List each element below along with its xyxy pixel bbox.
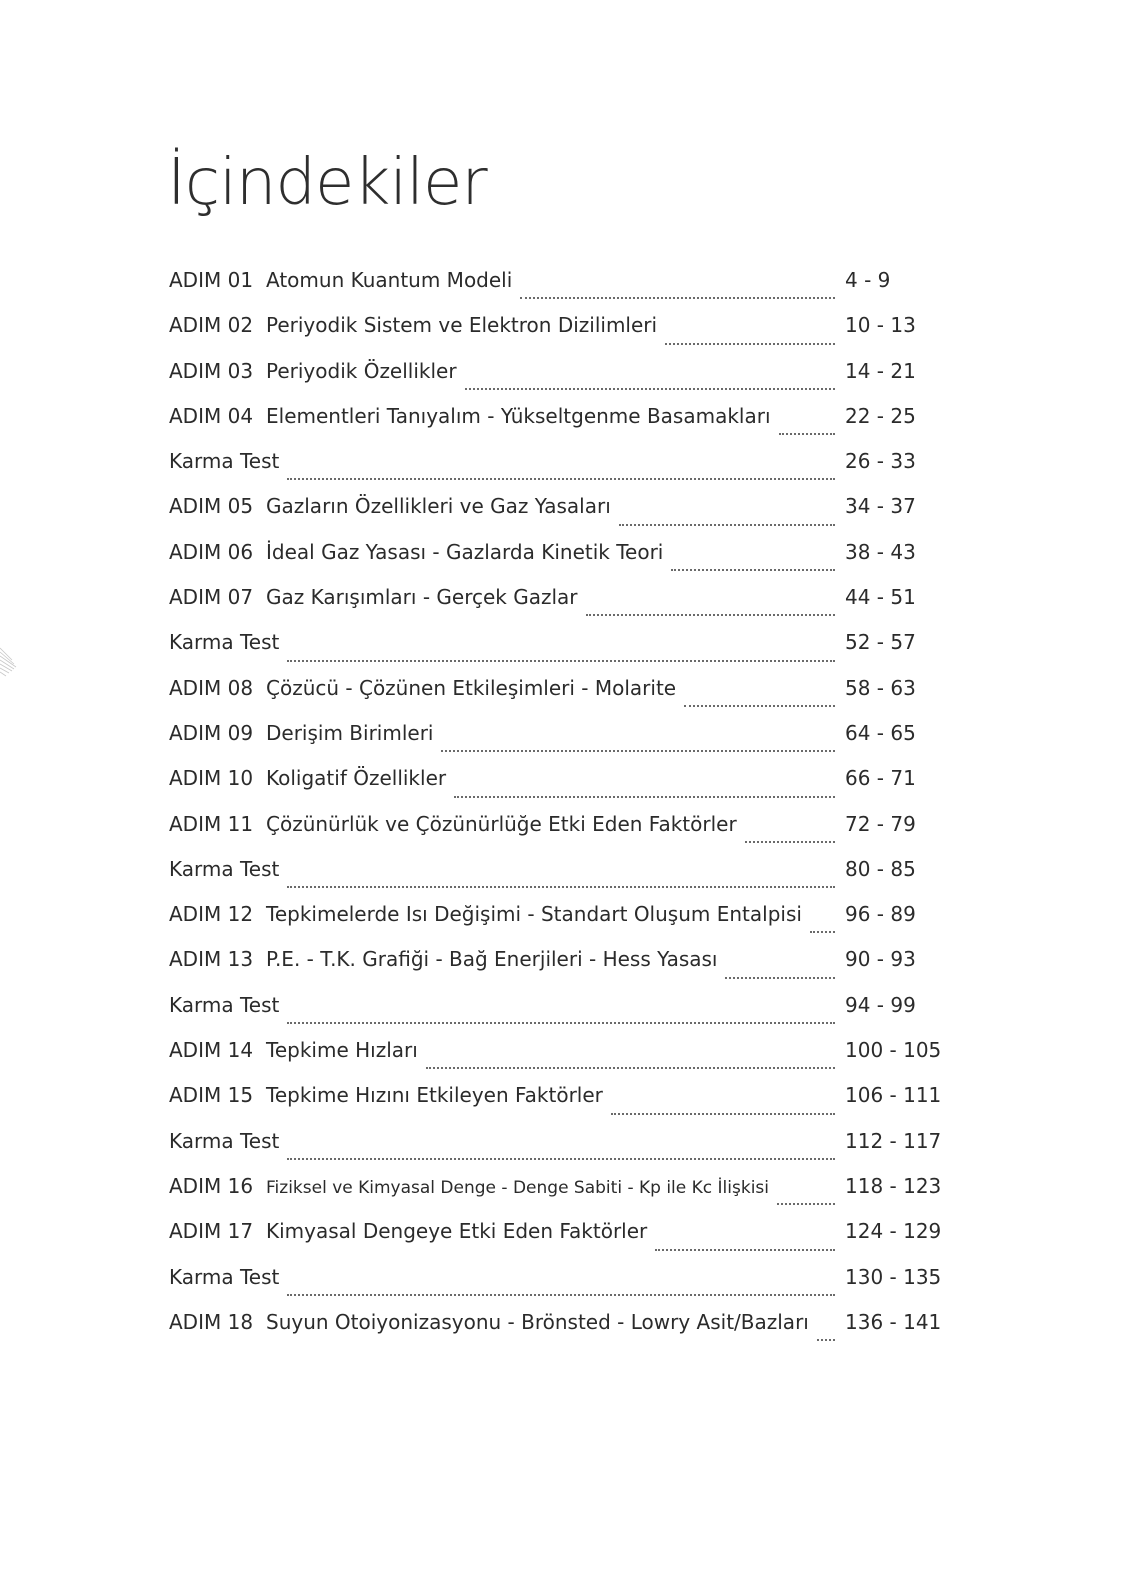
toc-entry <box>169 812 949 857</box>
toc-step-number: ADIM 11 <box>169 811 254 836</box>
toc-entry-title: Çözücü - Çözünen Etkileşimleri - Molarite <box>266 675 677 700</box>
toc-step-number: ADIM 04 <box>169 403 254 428</box>
toc-dot-leader <box>817 1339 835 1341</box>
toc-page-range: 10 - 13 <box>845 313 916 338</box>
toc-page-range: 22 - 25 <box>845 403 916 428</box>
toc-dot-leader <box>745 841 835 843</box>
toc-dot-leader <box>665 343 835 345</box>
toc-page-range: 106 - 111 <box>845 1083 942 1108</box>
toc-entry <box>169 947 949 992</box>
toc-page-range: 118 - 123 <box>845 1173 942 1198</box>
toc-step-number: ADIM 03 <box>169 358 254 383</box>
toc-dot-leader <box>287 886 835 888</box>
toc-entry <box>169 902 949 947</box>
table-of-contents <box>169 268 949 1355</box>
toc-page-range: 64 - 65 <box>845 720 916 745</box>
toc-entry <box>169 1310 949 1355</box>
toc-entry <box>169 1265 949 1310</box>
toc-entry-title: Koligatif Özellikler <box>266 766 447 791</box>
toc-entry-title: Karma Test <box>169 630 280 655</box>
toc-entry <box>169 630 949 675</box>
toc-entry <box>169 1129 949 1174</box>
toc-entry-title: Karma Test <box>169 1128 280 1153</box>
toc-entry-title: Suyun Otoiyonizasyonu - Brönsted - Lowry Asit/Bazları <box>266 1309 809 1334</box>
toc-entry <box>169 404 949 449</box>
toc-entry-title: Periyodik Özellikler <box>266 358 457 383</box>
toc-page-range: 66 - 71 <box>845 766 916 791</box>
toc-entry-title: Atomun Kuantum Modeli <box>266 268 513 292</box>
toc-page-range: 124 - 129 <box>845 1219 942 1244</box>
toc-dot-leader <box>287 478 835 480</box>
toc-dot-leader <box>779 433 835 435</box>
toc-entry-title: Elementleri Tanıyalım - Yükseltgenme Basamakları <box>266 403 771 428</box>
toc-dot-leader <box>287 1294 835 1296</box>
toc-step-number: ADIM 01 <box>169 268 254 292</box>
toc-step-number: ADIM 18 <box>169 1309 254 1334</box>
toc-dot-leader <box>684 705 835 707</box>
toc-entry-title: Tepkime Hızını Etkileyen Faktörler <box>266 1083 603 1108</box>
toc-page-range: 26 - 33 <box>845 449 916 474</box>
toc-entry-title: Çözünürlük ve Çözünürlüğe Etki Eden Faktörler <box>266 811 737 836</box>
toc-entry <box>169 1038 949 1083</box>
toc-entry <box>169 1219 949 1264</box>
toc-entry-title: Fiziksel ve Kimyasal Denge - Denge Sabiti - Kp ile Kc İlişkisi <box>266 1177 769 1198</box>
toc-dot-leader <box>426 1067 835 1069</box>
toc-entry-title: İdeal Gaz Yasası - Gazlarda Kinetik Teori <box>266 539 664 564</box>
toc-entry <box>169 449 949 494</box>
toc-step-number: ADIM 15 <box>169 1083 254 1108</box>
toc-page-range: 34 - 37 <box>845 494 916 519</box>
toc-entry-title: Karma Test <box>169 449 280 474</box>
page-edge-texture <box>0 640 20 686</box>
toc-entry-title: Karma Test <box>169 1264 280 1289</box>
toc-entry-title: Kimyasal Dengeye Etki Eden Faktörler <box>266 1219 648 1244</box>
toc-entry <box>169 993 949 1038</box>
toc-entry <box>169 585 949 630</box>
toc-step-number: ADIM 09 <box>169 720 254 745</box>
toc-dot-leader <box>725 977 835 979</box>
toc-page-range: 96 - 89 <box>845 902 916 927</box>
toc-step-number: ADIM 07 <box>169 585 254 610</box>
toc-entry-title: Tepkime Hızları <box>266 1038 418 1063</box>
toc-step-number: ADIM 10 <box>169 766 254 791</box>
toc-page-range: 52 - 57 <box>845 630 916 655</box>
toc-step-number: ADIM 05 <box>169 494 254 519</box>
toc-dot-leader <box>777 1203 835 1205</box>
toc-dot-leader <box>810 931 835 933</box>
toc-page-range: 100 - 105 <box>845 1038 942 1063</box>
toc-entry <box>169 359 949 404</box>
toc-entry <box>169 766 949 811</box>
toc-dot-leader <box>520 297 835 299</box>
toc-entry-title: Tepkimelerde Isı Değişimi - Standart Oluşum Entalpisi <box>266 902 802 927</box>
toc-dot-leader <box>454 796 835 798</box>
toc-page-range: 4 - 9 <box>845 268 891 292</box>
toc-entry-title: Periyodik Sistem ve Elektron Dizilimleri <box>266 313 658 338</box>
toc-page-range: 14 - 21 <box>845 358 916 383</box>
toc-entry-title: Gazların Özellikleri ve Gaz Yasaları <box>266 494 611 519</box>
toc-page-range: 136 - 141 <box>845 1309 942 1334</box>
toc-page-range: 44 - 51 <box>845 585 916 610</box>
toc-entry-title: P.E. - T.K. Grafiği - Bağ Enerjileri - Hess Yasası <box>266 947 718 972</box>
toc-entry-title: Karma Test <box>169 856 280 881</box>
toc-entry <box>169 1083 949 1128</box>
toc-step-number: ADIM 12 <box>169 902 254 927</box>
page-title: İçindekiler <box>167 146 487 220</box>
toc-page-range: 112 - 117 <box>845 1128 942 1153</box>
toc-dot-leader <box>287 660 835 662</box>
toc-entry-title: Gaz Karışımları - Gerçek Gazlar <box>266 585 578 610</box>
toc-entry <box>169 540 949 585</box>
toc-page-range: 38 - 43 <box>845 539 916 564</box>
toc-step-number: ADIM 16 <box>169 1173 254 1198</box>
toc-entry <box>169 1174 949 1219</box>
toc-entry <box>169 676 949 721</box>
toc-entry <box>169 313 949 358</box>
toc-entry-title: Derişim Birimleri <box>266 720 434 745</box>
toc-page-range: 94 - 99 <box>845 992 916 1017</box>
toc-dot-leader <box>619 524 835 526</box>
toc-step-number: ADIM 13 <box>169 947 254 972</box>
toc-dot-leader <box>671 569 835 571</box>
toc-dot-leader <box>287 1022 835 1024</box>
toc-page-range: 58 - 63 <box>845 675 916 700</box>
toc-step-number: ADIM 08 <box>169 675 254 700</box>
toc-dot-leader <box>465 388 835 390</box>
toc-dot-leader <box>441 750 835 752</box>
toc-dot-leader <box>586 614 835 616</box>
toc-entry <box>169 857 949 902</box>
toc-page-range: 90 - 93 <box>845 947 916 972</box>
toc-entry <box>169 494 949 539</box>
toc-step-number: ADIM 02 <box>169 313 254 338</box>
toc-page-range: 130 - 135 <box>845 1264 942 1289</box>
toc-page-range: 72 - 79 <box>845 811 916 836</box>
toc-dot-leader <box>611 1113 835 1115</box>
toc-dot-leader <box>287 1158 835 1160</box>
toc-step-number: ADIM 14 <box>169 1038 254 1063</box>
toc-step-number: ADIM 06 <box>169 539 254 564</box>
toc-step-number: ADIM 17 <box>169 1219 254 1244</box>
toc-entry <box>169 268 949 313</box>
toc-entry <box>169 721 949 766</box>
toc-entry-title: Karma Test <box>169 992 280 1017</box>
toc-page-range: 80 - 85 <box>845 856 916 881</box>
toc-dot-leader <box>655 1249 835 1251</box>
